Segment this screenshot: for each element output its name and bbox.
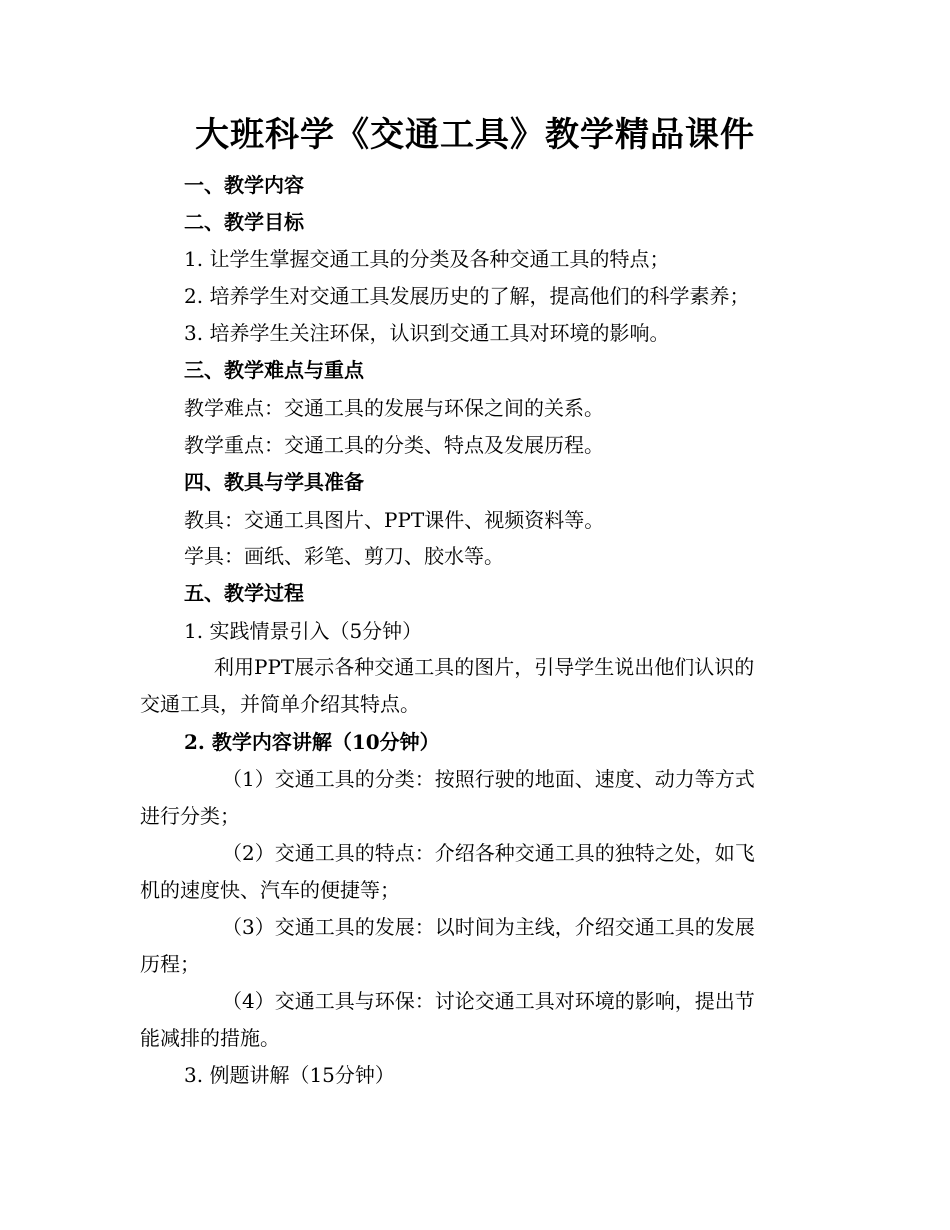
section-heading-content: 一、教学内容 <box>184 173 304 197</box>
focus-text: 教学重点：交通工具的分类、特点及发展历程。 <box>184 433 604 457</box>
item-2-line-2: 机的速度快、汽车的便捷等； <box>140 878 400 902</box>
goal-item-2: 2. 培养学生对交通工具发展历史的了解，提高他们的科学素养； <box>184 284 750 308</box>
section-heading-tools: 四、教具与学具准备 <box>184 470 364 494</box>
step-1-heading: 1. 实践情景引入（5分钟） <box>184 619 423 643</box>
item-4-line-1: （4）交通工具与环保：讨论交通工具对环境的影响，提出节 <box>222 989 755 1013</box>
student-tools-text: 学具：画纸、彩笔、剪刀、胶水等。 <box>184 544 504 568</box>
teacher-tools-text: 教具：交通工具图片、PPT课件、视频资料等。 <box>184 508 605 532</box>
goal-item-3: 3. 培养学生关注环保，认识到交通工具对环境的影响。 <box>184 321 670 345</box>
section-heading-goals: 二、教学目标 <box>184 210 304 234</box>
step-1-paragraph-line-2: 交通工具，并简单介绍其特点。 <box>140 692 420 716</box>
item-2-line-1: （2）交通工具的特点：介绍各种交通工具的独特之处，如飞 <box>222 841 755 865</box>
section-heading-difficulty-focus: 三、教学难点与重点 <box>184 358 364 382</box>
step-2-heading: 2. 教学内容讲解（10分钟） <box>184 730 440 754</box>
difficulty-text: 教学难点：交通工具的发展与环保之间的关系。 <box>184 396 604 420</box>
goal-item-1: 1. 让学生掌握交通工具的分类及各种交通工具的特点； <box>184 247 670 271</box>
section-heading-process: 五、教学过程 <box>184 581 304 605</box>
item-1-line-1: （1）交通工具的分类：按照行驶的地面、速度、动力等方式 <box>222 767 755 791</box>
item-4-line-2: 能减排的措施。 <box>140 1026 280 1050</box>
step-1-paragraph-line-1: 利用PPT展示各种交通工具的图片，引导学生说出他们认识的 <box>214 655 755 679</box>
item-3-line-1: （3）交通工具的发展：以时间为主线，介绍交通工具的发展 <box>222 915 755 939</box>
item-3-line-2: 历程； <box>140 952 200 976</box>
item-1-line-2: 进行分类； <box>140 804 240 828</box>
step-3-heading: 3. 例题讲解（15分钟） <box>184 1063 395 1087</box>
page-title: 大班科学《交通工具》教学精品课件 <box>195 115 755 155</box>
